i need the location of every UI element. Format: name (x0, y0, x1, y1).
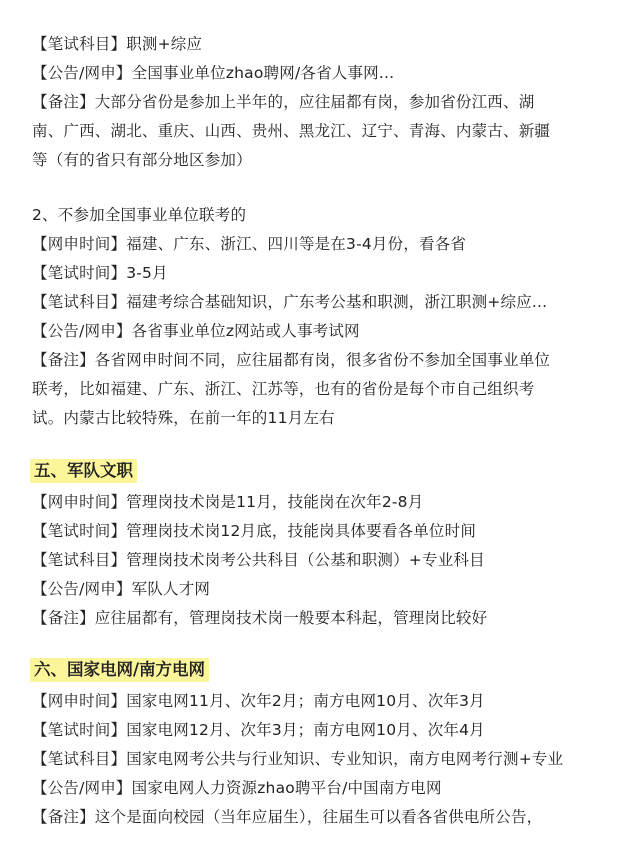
text-line: 联考，比如福建、广东、浙江、江苏等，也有的省份是每个市自己组织考 (32, 380, 535, 398)
text-line: 等（有的省只有部分地区参加） (32, 151, 252, 169)
subsection-title: 2、不参加全国事业单位联考的 (32, 206, 247, 224)
section-heading: 五、军队文职 (30, 459, 137, 483)
text-line: 【笔试科目】职测+综应 (32, 35, 203, 53)
text-line: 【网申时间】国家电网11月、次年2月；南方电网10月、次年3月 (32, 692, 485, 710)
text-line: 【备注】这个是面向校园（当年应届生），往届生可以看各省供电所公告， (32, 808, 543, 826)
text-line: 【公告/网申】军队人才网 (32, 580, 211, 598)
text-line: 【公告/网申】各省事业单位z网站或人事考试网 (32, 322, 360, 340)
text-line: 【公告/网申】全国事业单位zhao聘网/各省人事网... (32, 64, 395, 82)
text-line: 【备注】大部分省份是参加上半年的，应往届都有岗，参加省份江西、湖 (32, 93, 535, 111)
text-line: 【笔试科目】国家电网考公共与行业知识、专业知识，南方电网考行测+专业 (32, 750, 564, 768)
text-line: 【笔试时间】管理岗技术岗12月底，技能岗具体要看各单位时间 (32, 522, 477, 540)
section-heading: 六、国家电网/南方电网 (30, 658, 209, 682)
text-line: 【网申时间】管理岗技术岗是11月，技能岗在次年2-8月 (32, 493, 424, 511)
text-line: 【备注】各省网申时间不同，应往届都有岗，很多省份不参加全国事业单位 (32, 351, 551, 369)
text-line: 【笔试科目】管理岗技术岗考公共科目（公基和职测）+专业科目 (32, 551, 485, 569)
text-line: 【笔试时间】3-5月 (32, 264, 168, 282)
text-line: 【笔试科目】福建考综合基础知识，广东考公基和职测，浙江职测+综应... (32, 293, 548, 311)
text-line: 试。内蒙古比较特殊，在前一年的11月左右 (32, 409, 335, 427)
text-line: 【网申时间】福建、广东、浙江、四川等是在3-4月份，看各省 (32, 235, 467, 253)
text-line: 【备注】应往届都有，管理岗技术岗一般要本科起，管理岗比较好 (32, 609, 488, 627)
text-line: 【公告/网申】国家电网人力资源zhao聘平台/中国南方电网 (32, 779, 442, 797)
text-line: 南、广西、湖北、重庆、山西、贵州、黑龙江、辽宁、青海、内蒙古、新疆 (32, 122, 551, 140)
text-line: 【笔试时间】国家电网12月、次年3月；南方电网10月、次年4月 (32, 721, 485, 739)
